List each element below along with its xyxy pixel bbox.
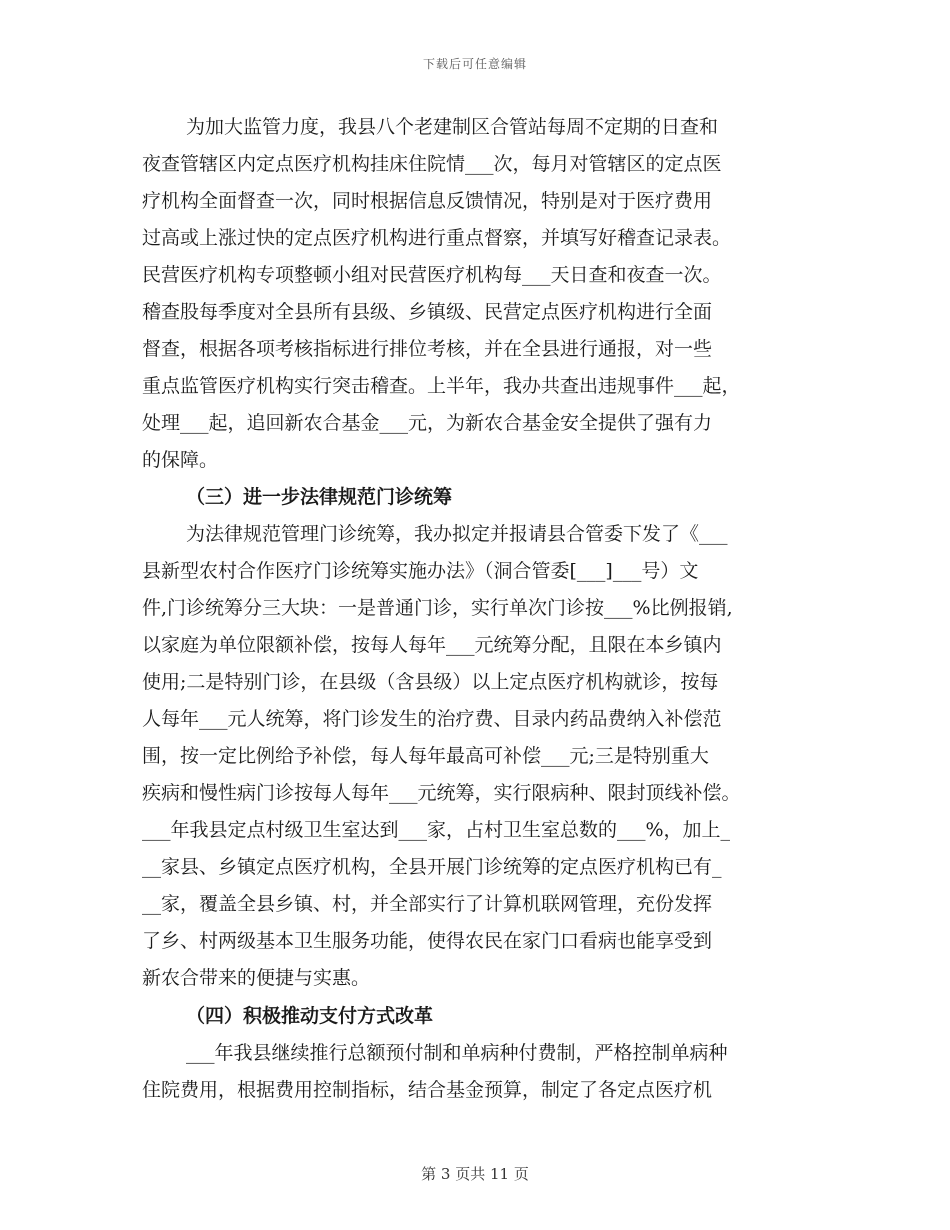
paragraph-line: 围，按一定比例给予补偿，每人每年最高可补偿___元;三是特别重大 (142, 745, 709, 767)
paragraph-line: 住院费用，根据费用控制指标，结合基金预算，制定了各定点医疗机 (142, 1079, 713, 1101)
paragraph-line: 的保障。 (142, 449, 219, 471)
section-heading: （四）积极推动支付方式改革 (186, 1005, 434, 1027)
paragraph-line: 疾病和慢性病门诊按每人每年___元统筹，实行限病种、限封顶线补偿。 (142, 782, 741, 804)
paragraph-line: 夜查管辖区内定点医疗机构挂床住院情___次，每月对管辖区的定点医 (142, 153, 722, 175)
paragraph-line: 为加大监管力度，我县八个老建制区合管站每周不定期的日查和 (186, 116, 719, 138)
paragraph-line: 重点监管医疗机构实行突击稽查。上半年，我办共查出违规事件___起， (142, 375, 741, 397)
paragraph-line: 了乡、村两级基本卫生服务功能，使得农民在家门口看病也能享受到 (142, 930, 713, 952)
paragraph-line: 县新型农村合作医疗门诊统筹实施办法》（洞合管委[___]___号）文 (142, 560, 699, 582)
paragraph-line: __家县、乡镇定点医疗机构，全县开展门诊统筹的定点医疗机构已有_ (142, 856, 722, 878)
paragraph-line: 人每年___元人统筹，将门诊发生的治疗费、目录内药品费纳入补偿范 (142, 708, 722, 730)
paragraph-line: 过高或上涨过快的定点医疗机构进行重点督察，并填写好稽查记录表。 (142, 227, 732, 249)
paragraph-line: 处理___起，追回新农合基金___元，为新农合基金安全提供了强有力 (142, 412, 713, 434)
paragraph-line: 件,门诊统筹分三大块：一是普通门诊，实行单次门诊按___%比例报销, (142, 597, 733, 619)
paragraph-line: ___年我县继续推行总额预付制和单病种付费制，严格控制单病种 (186, 1042, 728, 1064)
section-heading: （三）进一步法律规范门诊统筹 (186, 486, 453, 508)
paragraph-line: ___年我县定点村级卫生室达到___家，占村卫生室总数的___%，加上_ (142, 819, 731, 841)
paragraph-line: __家，覆盖全县乡镇、村，并全部实行了计算机联网管理，充份发挥 (142, 893, 713, 915)
paragraph-line: 稽查股每季度对全县所有县级、乡镇级、民营定点医疗机构进行全面 (142, 301, 713, 323)
paragraph-line: 督查，根据各项考核指标进行排位考核，并在全县进行通报，对一些 (142, 338, 713, 360)
paragraph-line: 为法律规范管理门诊统筹，我办拟定并报请县合管委下发了《___ (186, 523, 728, 545)
paragraph-line: 新农合带来的便捷与实惠。 (142, 967, 371, 989)
paragraph-line: 以家庭为单位限额补偿，按每人每年___元统筹分配，且限在本乡镇内 (142, 634, 722, 656)
paragraph-line: 民营医疗机构专项整顿小组对民营医疗机构每___天日查和夜查一次。 (142, 264, 722, 286)
paragraph-line: 使用;二是特别门诊，在县级（含县级）以上定点医疗机构就诊，按每 (142, 671, 719, 693)
page-header: 下载后可任意编辑 (422, 57, 527, 71)
paragraph-line: 疗机构全面督查一次，同时根据信息反馈情况，特别是对于医疗费用 (142, 190, 713, 212)
page-footer: 第 3 页共 11 页 (421, 1165, 529, 1183)
